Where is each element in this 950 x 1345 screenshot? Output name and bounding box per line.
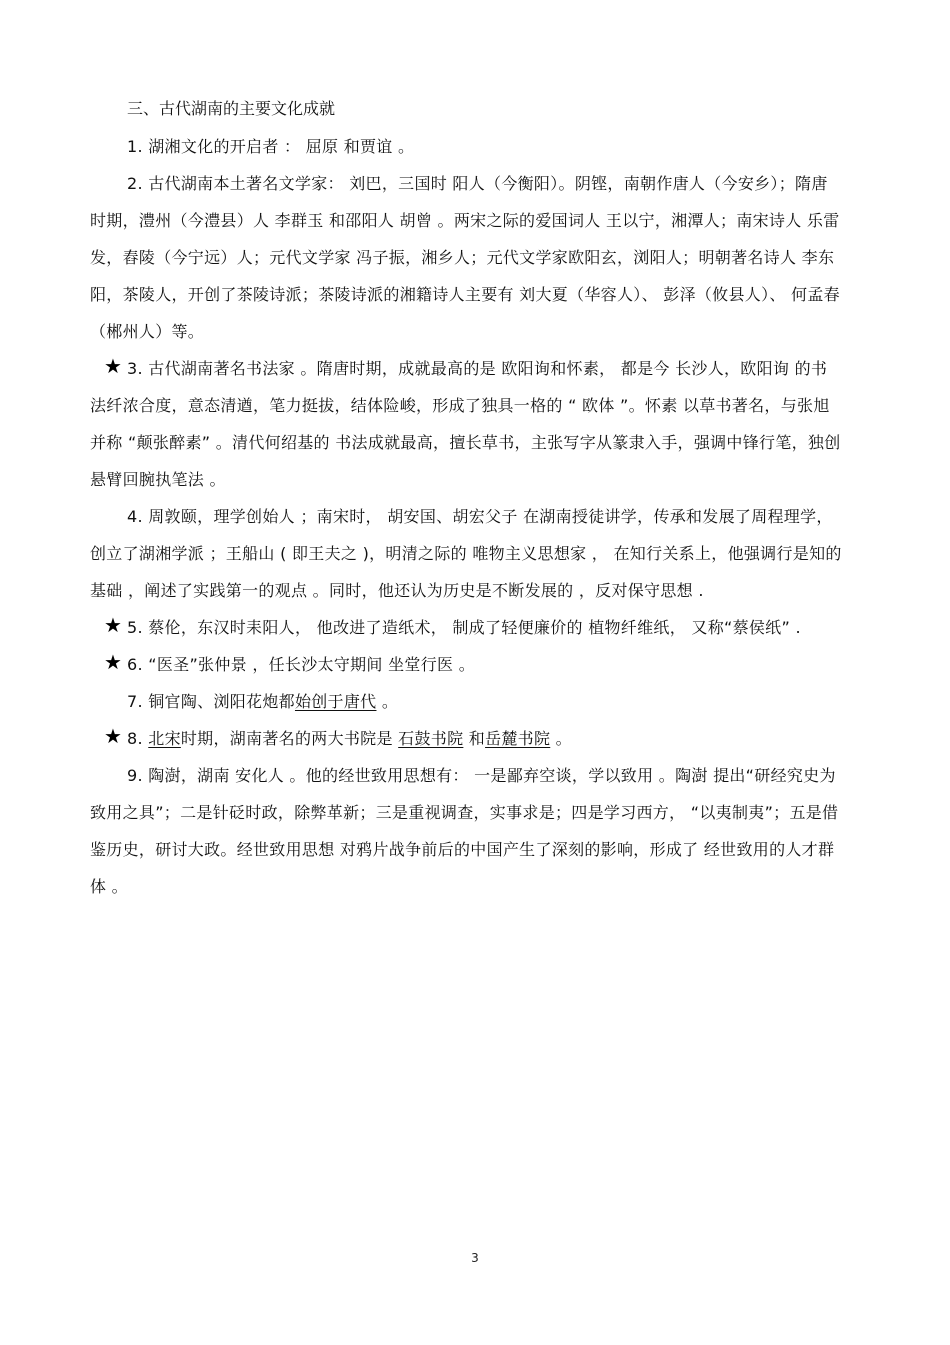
item-8-academy-2: 岳麓书院 [485,729,551,748]
item-8-text: 时期，湖南著名的两大书院是 [180,729,399,748]
document-body [90,90,842,905]
item-6-text: 6. “医圣”张仲景 ，任长沙太守期间 坐堂行医 。 [127,655,475,674]
item-6 [90,646,842,683]
item-8-dynasty: 北宋 [148,729,181,748]
section-heading: 三、古代湖南的主要文化成就 [127,99,336,118]
item-8-num: 8. [127,729,149,748]
item-7-end: 。 [376,692,399,711]
item-8 [90,720,842,757]
item-4: 4. 周敦颐，理学创始人 ；南宋时， 胡安国、胡宏父子 在湖南授徒讲学，传承和发展了周程理学， 创立了湖湘学派 ；王船山 ( 即王夫之 )，明清之际的 唯物主义思想家 ， 在知行关系上，他强调行是知的基础 ，阐述了实践第一的观点 。同时，他还认为历史是不断发展的 ，反对保守思想 . [90,507,842,600]
item-7-text: 7. 铜官陶、浏阳花炮都 [127,692,295,711]
star-icon: ★ [104,650,123,674]
page-number: 3 [471,1251,479,1265]
item-8-and: 和 [463,729,486,748]
item-2: 2. 古代湖南本土著名文学家： 刘巴，三国时 阳人（今衡阳）。阴铿，南朝作唐人（今安乡）；隋唐时期，澧州（今澧县）人 李群玉 和邵阳人 胡曾 。两宋之际的爱国词人 王以宁，湘潭人；南宋诗人 乐雷发，舂陵（今宁远）人；元代文学家 冯子振，湘乡人；元代文学家欧阳玄，浏阳人；明朝著名诗人 李东阳，茶陵人，开创了茶陵诗派；茶陵诗派的湘籍诗人主要有 刘大夏（华容人）、 彭泽（攸县人）、 何孟春（郴州人）等。 [90,174,840,341]
item-3 [90,350,842,498]
item-8-end: 。 [550,729,572,748]
star-icon: ★ [104,724,123,748]
star-icon: ★ [104,354,123,378]
item-8-academy-1: 石鼓书院 [398,729,464,748]
item-1: 1. 湖湘文化的开启者 ： 屈原 和贾谊 。 [127,137,415,156]
item-7-underlined: 始创于唐代 [294,692,377,711]
item-5 [90,609,842,646]
item-5-text: 5. 蔡伦，东汉时耒阳人， 他改进了造纸术， 制成了轻便廉价的 植物纤维纸， 又称“蔡侯纸” . [127,618,801,637]
item-9: 9. 陶澍，湖南 安化人 。他的经世致用思想有： 一是鄙弃空谈，学以致用 。陶澍 提出“研经究史为致用之具”；二是针砭时政，除弊革新；三是重视调查，实事求是；四是学习西方， “以夷制夷”；五是借鉴历史，研讨大政。经世致用思想 对鸦片战争前后的中国产生了深刻的影响，形成了 经世致用的人才群体 。 [90,766,839,896]
star-icon: ★ [104,613,123,637]
item-7 [90,683,842,720]
item-3-text: 3. 古代湖南著名书法家 。隋唐时期，成就最高的是 欧阳询和怀素， 都是今 长沙人，欧阳询 的书法纤浓合度，意态清遒，笔力挺拔，结体险峻，形成了独具一格的 “ 欧体 ”。怀素 以草书著名，与张旭并称 “颠张醉素” 。清代何绍基的 书法成就最高，擅长草书，主张写字从篆隶入手，强调中锋行笔，独创 悬臂回腕执笔法 。 [90,359,841,489]
